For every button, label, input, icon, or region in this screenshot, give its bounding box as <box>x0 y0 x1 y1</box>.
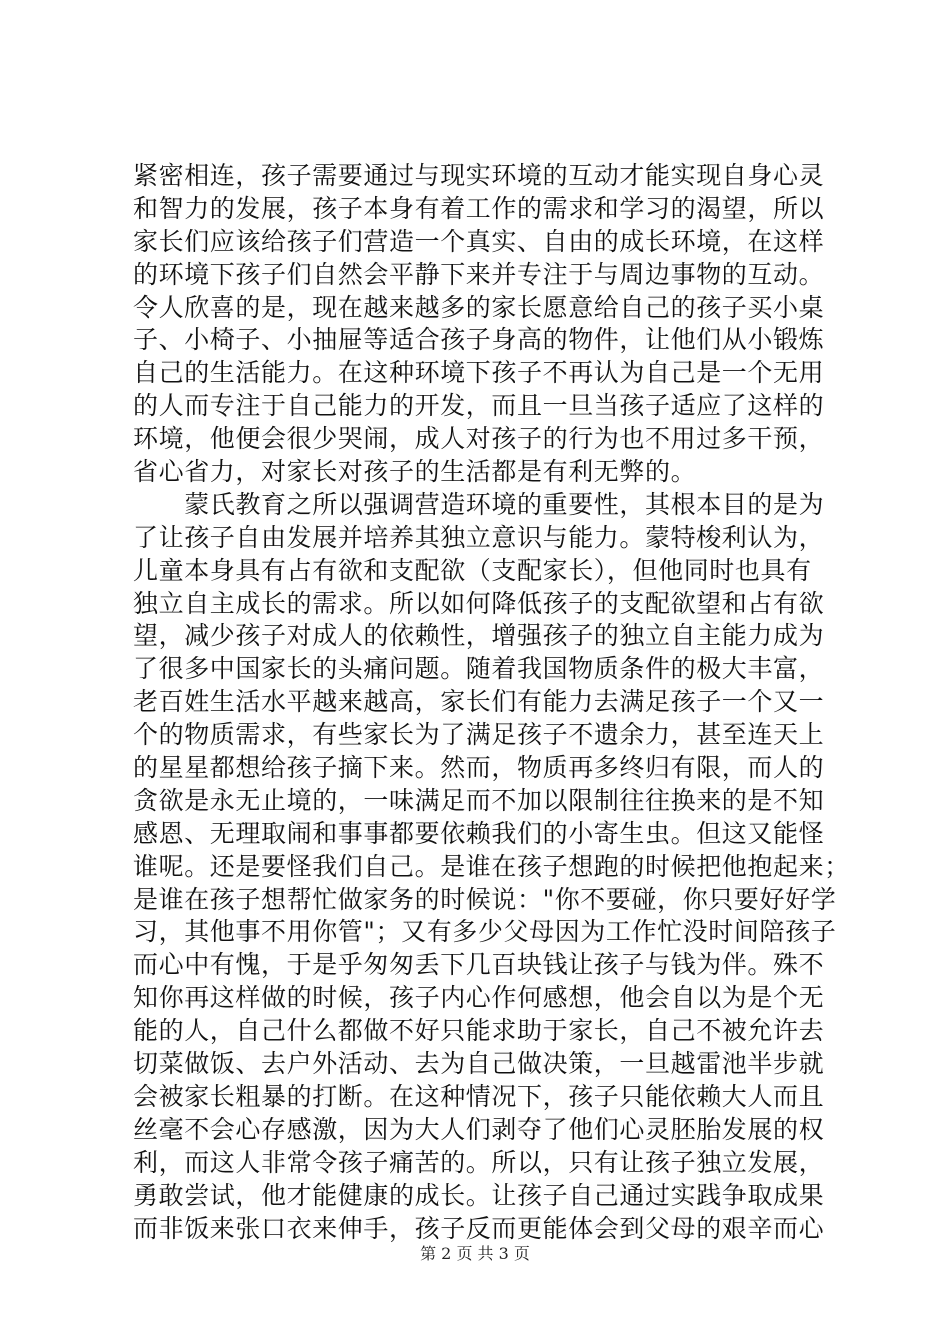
text-line: 和智力的发展，孩子本身有着工作的需求和学习的渴望，所以 <box>133 193 825 223</box>
text-line: 贪欲是永无止境的，一味满足而不加以限制往往换来的是不知 <box>133 785 825 815</box>
text-line: 自己的生活能力。在这种环境下孩子不再认为自己是一个无用 <box>133 358 825 388</box>
text-line: 利，而这人非常令孩子痛苦的。所以，只有让孩子独立发展， <box>133 1147 825 1177</box>
text-line: 知你再这样做的时候，孩子内心作何感想，他会自以为是个无 <box>133 983 825 1013</box>
text-line: 谁呢。还是要怪我们自己。是谁在孩子想跑的时候把他抱起来； <box>133 851 850 881</box>
text-line: 了让孩子自由发展并培养其独立意识与能力。蒙特梭利认为， <box>133 522 825 552</box>
page-number-label: 第 2 页 共 3 页 <box>420 1244 530 1263</box>
text-line: 独立自主成长的需求。所以如何降低孩子的支配欲望和占有欲 <box>133 588 825 618</box>
text-line: 令人欣喜的是，现在越来越多的家长愿意给自己的孩子买小桌 <box>133 292 825 322</box>
text-line: 环境，他便会很少哭闹，成人对孩子的行为也不用过多干预， <box>133 424 825 454</box>
text-line: 的星星都想给孩子摘下来。然而，物质再多终归有限，而人的 <box>133 753 825 783</box>
text-line: 丝毫不会心存感激，因为大人们剥夺了他们心灵胚胎发展的权 <box>133 1114 825 1144</box>
text-line: 望，减少孩子对成人的依赖性，增强孩子的独立自主能力成为 <box>133 621 825 651</box>
text-line: 勇敢尝试，他才能健康的成长。让孩子自己通过实践争取成果 <box>133 1180 825 1210</box>
text-line: 而心中有愧，于是乎匆匆丢下几百块钱让孩子与钱为伴。殊不 <box>133 950 825 980</box>
text-line: 会被家长粗暴的打断。在这种情况下，孩子只能依赖大人而且 <box>133 1081 825 1111</box>
text-line: 而非饭来张口衣来伸手，孩子反而更能体会到父母的艰辛而心 <box>133 1213 825 1243</box>
text-line: 儿童本身具有占有欲和支配欲（支配家长），但他同时也具有 <box>133 555 812 585</box>
text-line: 蒙氏教育之所以强调营造环境的重要性，其根本目的是为 <box>133 489 825 519</box>
text-line: 子、小椅子、小抽屉等适合孩子身高的物件，让他们从小锻炼 <box>133 325 825 355</box>
text-line: 的环境下孩子们自然会平静下来并专注于与周边事物的互动。 <box>133 259 825 289</box>
text-line: 个的物质需求，有些家长为了满足孩子不遗余力，甚至连天上 <box>133 720 825 750</box>
text-line: 是谁在孩子想帮忙做家务的时候说："你不要碰，你只要好好学 <box>133 884 837 914</box>
text-line: 感恩、无理取闹和事事都要依赖我们的小寄生虫。但这又能怪 <box>133 818 825 848</box>
text-line: 紧密相连，孩子需要通过与现实环境的互动才能实现自身心灵 <box>133 161 825 190</box>
text-line: 家长们应该给孩子们营造一个真实、自由的成长环境，在这样 <box>133 226 825 256</box>
text-line: 了很多中国家长的头痛问题。随着我国物质条件的极大丰富， <box>133 654 825 684</box>
body-text <box>133 160 850 1245</box>
text-line: 老百姓生活水平越来越高，家长们有能力去满足孩子一个又一 <box>133 687 825 717</box>
page-footer <box>0 1244 950 1264</box>
text-line: 习，其他事不用你管"；又有多少父母因为工作忙没时间陪孩子 <box>133 917 837 947</box>
text-line: 切菜做饭、去户外活动、去为自己做决策，一旦越雷池半步就 <box>133 1049 825 1079</box>
text-line: 省心省力，对家长对孩子的生活都是有利无弊的。 <box>133 457 697 487</box>
text-line: 能的人，自己什么都做不好只能求助于家长，自己不被允许去 <box>133 1016 825 1046</box>
text-line: 的人而专注于自己能力的开发，而且一旦当孩子适应了这样的 <box>133 391 825 421</box>
